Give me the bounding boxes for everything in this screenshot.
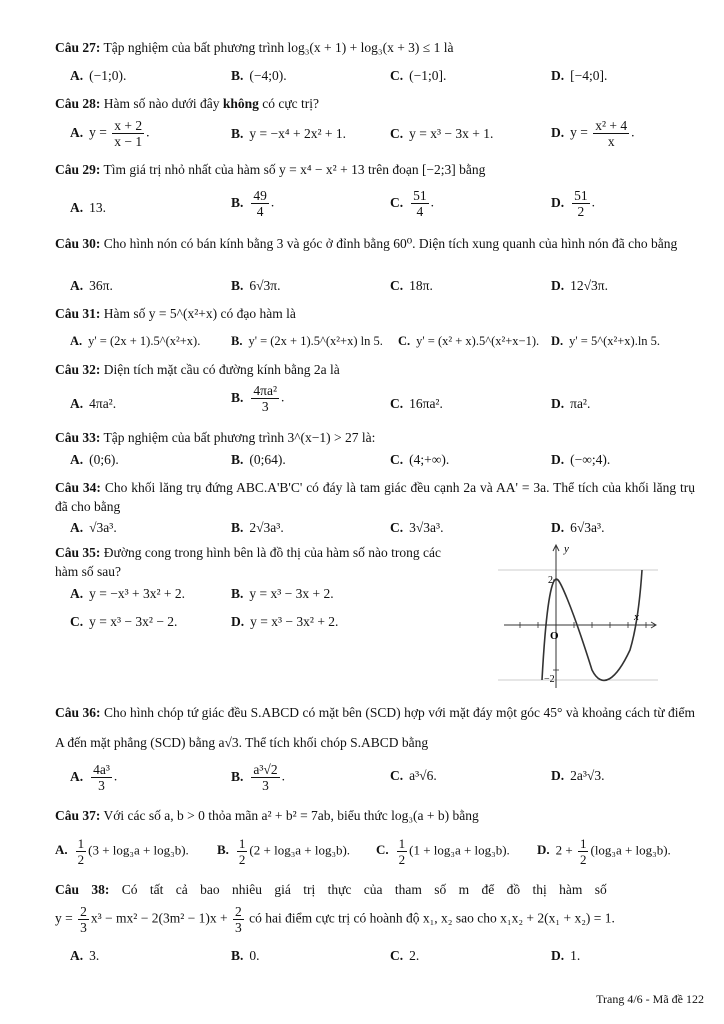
origin-label: O [550, 630, 559, 642]
q38-option-c: C. 2. [390, 948, 420, 963]
q33-option-d: D. (−∞;4). [551, 452, 611, 467]
question-27-stem: Tập nghiệm của bất phương trình log₃(x + 1) + log₃(x + 3) ≤ 1 là [103, 40, 454, 55]
question-38: Câu 38: Có tất cả bao nhiêu giá trị thực của tham số m để đồ thị hàm số [55, 882, 607, 897]
function-graph [498, 540, 663, 690]
q32-option-d: D. πa². [551, 396, 591, 411]
q31-option-b: B. y' = (2x + 1).5^(x²+x) ln 5. [231, 334, 383, 348]
q30-option-d: D. 12√3π. [551, 278, 608, 293]
question-28: Câu 28: Hàm số nào dưới đây không có cực trị? [55, 96, 320, 111]
q33-option-c: C. (4;+∞). [390, 452, 450, 467]
q35-option-d: D. y = x³ − 3x² + 2. [231, 614, 339, 629]
q36-option-a: A. $\frac{\text{4a³}}{3}$ . [70, 762, 118, 793]
q37-option-b: B. $\frac{1}{2}$ (2 + log₃a + log₃b). [217, 836, 351, 867]
q34-option-c: C. 3√3a³. [390, 520, 444, 535]
q34-option-b: B. 2√3a³. [231, 520, 284, 535]
q31-option-a: A. y' = (2x + 1).5^(x²+x). [70, 334, 201, 348]
q27-option-d: D. [−4;0]. [551, 68, 608, 83]
q37-option-d: D. 2 + $\frac{1}{2}$ (log₃a + log₃b). [537, 836, 671, 867]
q35-option-a: A. y = −x³ + 3x² + 2. [70, 586, 186, 601]
q38-function: y = $\frac{2}{3}$ x³ − mx² − 2(3m² − 1)x + $\frac{2}{3}$ có hai điểm cực trị có hoành độ x₁, x₂ sao cho x₁x₂ + 2(x₁ + x₂) = 1. [55, 904, 615, 935]
q30-option-a: A. 36π. [70, 278, 113, 293]
q33-option-a: A. (0;6). [70, 452, 119, 467]
q38-option-b: B. 0. [231, 948, 260, 963]
question-29: Câu 29: Tìm giá trị nhỏ nhất của hàm số y = x⁴ − x² + 13 trên đoạn [−2;3] bằng [55, 162, 486, 177]
q28-option-d: D. y = $\frac{\text{x² + 4}}{x}$ . [551, 118, 635, 149]
q31-option-d: D. y' = 5^(x²+x).ln 5. [551, 334, 661, 348]
q38-option-a: A. 3. [70, 948, 100, 963]
q29-option-b: B. $\frac{49}{4}$ . [231, 188, 275, 219]
q33-option-b: B. (0;64). [231, 452, 286, 467]
question-34: Câu 34: Cho khối lăng trụ đứng ABC.A'B'C' có đáy là tam giác đều cạnh 2a và AA' = 3a. Thể tích của khối lăng trụ đã cho bằng [55, 480, 696, 514]
question-31: Câu 31: Hàm số y = 5^(x²+x) có đạo hàm là [55, 306, 296, 321]
q36-option-d: D. 2a³√3. [551, 768, 605, 783]
question-33: Câu 33: Tập nghiệm của bất phương trình 3^(x−1) > 27 là: [55, 430, 376, 445]
q30-option-b: B. 6√3π. [231, 278, 281, 293]
q37-option-a: A. $\frac{1}{2}$ (3 + log₃a + log₃b). [55, 836, 189, 867]
tick-2: 2 [548, 575, 553, 586]
q27-option-c: C. (−1;0]. [390, 68, 447, 83]
q28-option-c: C. y = x³ − 3x + 1. [390, 126, 494, 141]
q36-option-b: B. $\frac{\text{a³√2}}{3}$ . [231, 762, 285, 793]
q34-option-d: D. 6√3a³. [551, 520, 605, 535]
q32-option-c: C. 16πa². [390, 396, 443, 411]
question-30: Câu 30: Cho hình nón có bán kính bằng 3 và góc ở đỉnh bằng 60⁰. Diện tích xung quanh của hình nón đã cho bằng [55, 236, 678, 251]
q34-option-a: A. √3a³. [70, 520, 117, 535]
q28-option-b: B. y = −x⁴ + 2x² + 1. [231, 126, 346, 141]
y-axis-label: y [564, 543, 569, 555]
q36-option-c: C. a³√6. [390, 768, 437, 783]
q29-option-c: C. $\frac{51}{4}$ . [390, 188, 434, 219]
question-36: Câu 36: Cho hình chóp tứ giác đều S.ABCD có mặt bên (SCD) hợp với mặt đáy một góc 45° và khoảng cách từ điểm A đến mặt phẳng (SCD) bằng a√3. Thể tích khối chóp S.ABCD bằng [55, 705, 695, 750]
q32-option-a: A. 4πa². [70, 396, 117, 411]
q32-option-b: B. $\frac{\text{4πa²}}{3}$ . [231, 383, 285, 414]
tick-minus-2: −2 [544, 674, 555, 685]
q37-option-c: C. $\frac{1}{2}$ (1 + log₃a + log₃b). [376, 836, 510, 867]
q27-option-b: B. (−4;0). [231, 68, 287, 83]
q31-option-c: C. y' = (x² + x).5^(x²+x−1). [398, 334, 540, 348]
q35-option-c: C. y = x³ − 3x² − 2. [70, 614, 178, 629]
question-27: Câu 27: Tập nghiệm của bất phương trình log₃(x + 1) + log₃(x + 3) ≤ 1 là [55, 40, 454, 55]
q29-option-d: D. $\frac{51}{2}$ . [551, 188, 595, 219]
question-35: Câu 35: Đường cong trong hình bên là đồ thị của hàm số nào trong các hàm số sau? [55, 545, 442, 579]
q28-option-a: A. y = $\frac{x + 2}{x - 1}$ . [70, 118, 150, 149]
q30-option-c: C. 18π. [390, 278, 433, 293]
q27-option-a: A. (−1;0). [70, 68, 127, 83]
q38-option-d: D. 1. [551, 948, 581, 963]
question-32: Câu 32: Diện tích mặt cầu có đường kính bằng 2a là [55, 362, 340, 377]
q35-option-b: B. y = x³ − 3x + 2. [231, 586, 334, 601]
x-axis-label: x [634, 611, 639, 623]
question-37: Câu 37: Với các số a, b > 0 thỏa mãn a² + b² = 7ab, biểu thức log₃(a + b) bằng [55, 808, 479, 823]
q29-option-a: A. 13. [70, 200, 106, 215]
page-footer: Trang 4/6 - Mã đề 122 [596, 992, 704, 1006]
question-38-stem2: có hai điểm cực trị có hoành độ x₁, x₂ sao cho x₁x₂ + 2(x₁ + x₂) = 1. [249, 910, 615, 926]
